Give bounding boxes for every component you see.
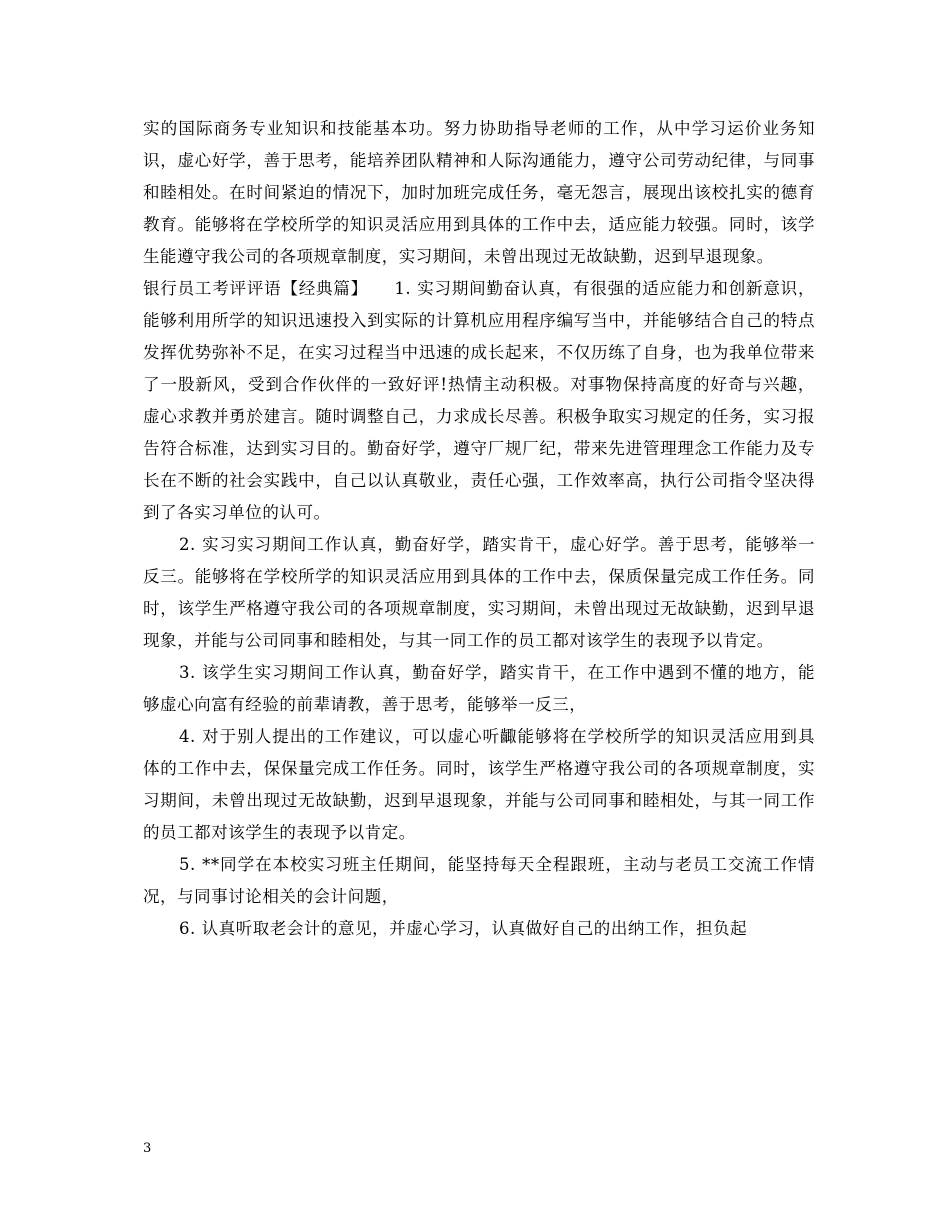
- document-body: [143, 113, 815, 945]
- paragraph-item-6: 6. 认真听取老会计的意见，并虚心学习，认真做好自己的出纳工作，担负起: [179, 919, 748, 938]
- page-number: 3: [143, 1141, 152, 1156]
- paragraph-item-4: 4. 对于别人提出的工作建议，可以虚心听齱能够将在学校所学的知识灵活应用到具体的工作中去，保保量完成工作任务。同时，该学生严格遵守我公司的各项规章制度，实习期间，未曾出现过无故缺勤，迟到早退现象，并能与公司同事和睦相处，与其一同工作的员工都对该学生的表现予以肯定。: [143, 727, 815, 842]
- paragraph-item-3: 3. 该学生实习期间工作认真，勤奋好学，踏实肯干，在工作中遇到不懂的地方，能够虚心向富有经验的前辈请教，善于思考，能够举一反三，: [143, 663, 815, 714]
- paragraph-item-5: 5. **同学在本校实习班主任期间，能坚持每天全程跟班，主动与老员工交流工作情况，与同事讨论相关的会计问题，: [143, 855, 815, 906]
- paragraph-continuation: 实的国际商务专业知识和技能基本功。努力协助指导老师的工作，从中学习运价业务知识，虚心好学，善于思考，能培养团队精神和人际沟通能力，遵守公司劳动纪律，与同事和睦相处。在时间紧迫的情况下，加时加班完成任务，毫无怨言，展现出该校扎实的德育教育。能够将在学校所学的知识灵活应用到具体的工作中去，适应能力较强。同时，该学生能遵守我公司的各项规章制度，实习期间，未曾出现过无故缺勤，迟到早退现象。: [143, 119, 815, 266]
- paragraph-section-heading-item-1: 银行员工考评评语【经典篇】 1. 实习期间勤奋认真，有很强的适应能力和创新意识，能够利用所学的知识迅速投入到实际的计算机应用程序编写当中，并能够结合自己的特点发挥优势弥补不足，在实习过程当中迅速的成长起来，不仅历练了自身，也为我单位带来了一股新风，受到合作伙伴的一致好评!热情主动积极。对事物保持高度的好奇与兴趣，虚心求教并勇於建言。随时调整自己，力求成长尽善。积极争取实习规定的任务，实习报告符合标准，达到实习目的。勤奋好学，遵守厂规厂纪，带来先进管理理念工作能力及专长在不断的社会实践中，自己以认真敬业，责任心强，工作效率高，执行公司指令坚决得到了各实习单位的认可。: [143, 279, 815, 522]
- paragraph-item-2: 2. 实习实习期间工作认真，勤奋好学，踏实肯干，虚心好学。善于思考，能够举一反三。能够将在学校所学的知识灵活应用到具体的工作中去，保质保量完成工作任务。同时，该学生严格遵守我公司的各项规章制度，实习期间，未曾出现过无故缺勤，迟到早退现象，并能与公司同事和睦相处，与其一同工作的员工都对该学生的表现予以肯定。: [143, 535, 815, 650]
